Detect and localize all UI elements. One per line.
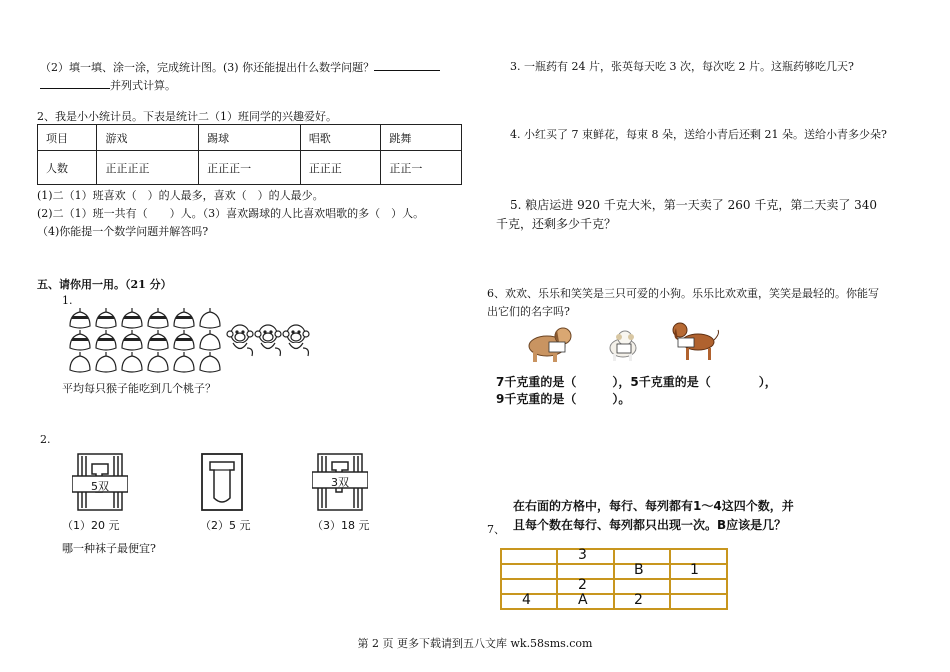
dog-3-icon: [668, 320, 720, 362]
grid-cell: A: [578, 592, 588, 608]
sock-pack-5-pairs-icon: [72, 452, 128, 512]
question-6-fill-2: 9千克重的是（ ）。: [496, 392, 631, 406]
dog-2-icon: [605, 328, 641, 362]
question-4: 4. 小红买了 7 束鲜花，每束 8 朵，送给小青后还剩 21 朵。送给小青多少朵?: [510, 128, 887, 141]
hobby-tally-table: [37, 124, 462, 185]
single-sock-pack-icon: [200, 452, 244, 512]
table-header: 项目: [38, 125, 97, 151]
intro-line-2: 并列式计算。: [40, 76, 176, 93]
page-footer: 第 2 页 更多下载请到五八文库 wk.58sms.com: [357, 637, 593, 650]
question-2-title: 2、我是小小统计员。下表是统计二（1）班同学的兴趣爱好。: [37, 110, 337, 123]
section-5-title: 五、请你用一用。（21 分）: [37, 278, 172, 291]
question-5-line-2: 千克，还剩多少千克？: [496, 217, 617, 231]
grid-cell: 1: [690, 562, 699, 578]
price-1: （1）20 元: [62, 519, 120, 532]
monkey-icon: [283, 325, 309, 356]
question-6-line-2: 出它们的名字吗?: [487, 305, 570, 318]
table-header: 跳舞: [381, 125, 462, 151]
problem-2-question: 哪一种袜子最便宜?: [62, 542, 156, 555]
question-6-fill-1: 7千克重的是（ ），5千克重的是（ ），: [496, 375, 777, 389]
answer-blank[interactable]: [40, 76, 110, 89]
table-header: 游戏: [97, 125, 199, 151]
question-7-line-2: 且每个数在每行、每列都只出现一次。B应该是几？: [513, 518, 787, 532]
sock-pack-3-pairs-icon: [312, 452, 368, 512]
grid-cell: 4: [522, 592, 531, 608]
table-header: 唱歌: [300, 125, 381, 151]
question-7-number: 7、: [487, 523, 505, 536]
sub-question-2: (2)二（1）班一共有（ ）人。（3）喜欢踢球的人比喜欢唱歌的多（ ）人。: [37, 207, 425, 220]
peaches-monkeys-illustration: [66, 306, 311, 376]
question-5-line-1: 5. 粮店运进 920 千克大米，第一天卖了 260 千克，第二天卖了 340: [510, 198, 878, 212]
problem-1-number: 1.: [62, 294, 73, 307]
sub-question-1: (1)二（1）班喜欢（ ）的人最多，喜欢（ ）的人最少。: [37, 189, 324, 202]
tally-cell: 正正正: [300, 151, 381, 185]
sock-label: 3双: [331, 476, 349, 489]
problem-1-question: 平均每只猴子能吃到几个桃子？: [62, 382, 216, 395]
sub-question-4: （4)你能提一个数学问题并解答吗?: [37, 225, 209, 238]
table-header: 踢球: [199, 125, 301, 151]
grid-cell: 3: [578, 547, 587, 563]
grid-cell: 2: [578, 577, 587, 593]
sock-label: 5双: [91, 480, 109, 493]
question-7-line-1: 在右面的方格中，每行、每列都有1～4这四个数，并: [513, 499, 794, 513]
question-3: 3. 一瓶药有 24 片，张英每天吃 3 次，每次吃 2 片。这瓶药够吃几天?: [510, 60, 854, 73]
dog-1-icon: [523, 324, 573, 364]
intro-line-1: （2）填一填、涂一涂，完成统计图。(3) 你还能提出什么数学问题？: [40, 58, 440, 75]
price-2: （2）5 元: [200, 519, 251, 532]
grid-cell: 2: [634, 592, 643, 608]
problem-2-number: 2.: [40, 433, 51, 446]
number-grid: [500, 548, 728, 610]
grid-cell: B: [634, 562, 644, 578]
price-3: （3）18 元: [312, 519, 370, 532]
question-6-line-1: 6、欢欢、乐乐和笑笑是三只可爱的小狗。乐乐比欢欢重，笑笑是最轻的。你能写: [487, 287, 879, 300]
tally-cell: 正正一: [381, 151, 462, 185]
answer-blank[interactable]: [374, 58, 440, 71]
tally-cell: 正正正一: [199, 151, 301, 185]
monkey-icon: [227, 325, 253, 356]
monkey-icon: [255, 325, 281, 356]
table-row-label: 人数: [38, 151, 97, 185]
tally-cell: 正正正正: [97, 151, 199, 185]
